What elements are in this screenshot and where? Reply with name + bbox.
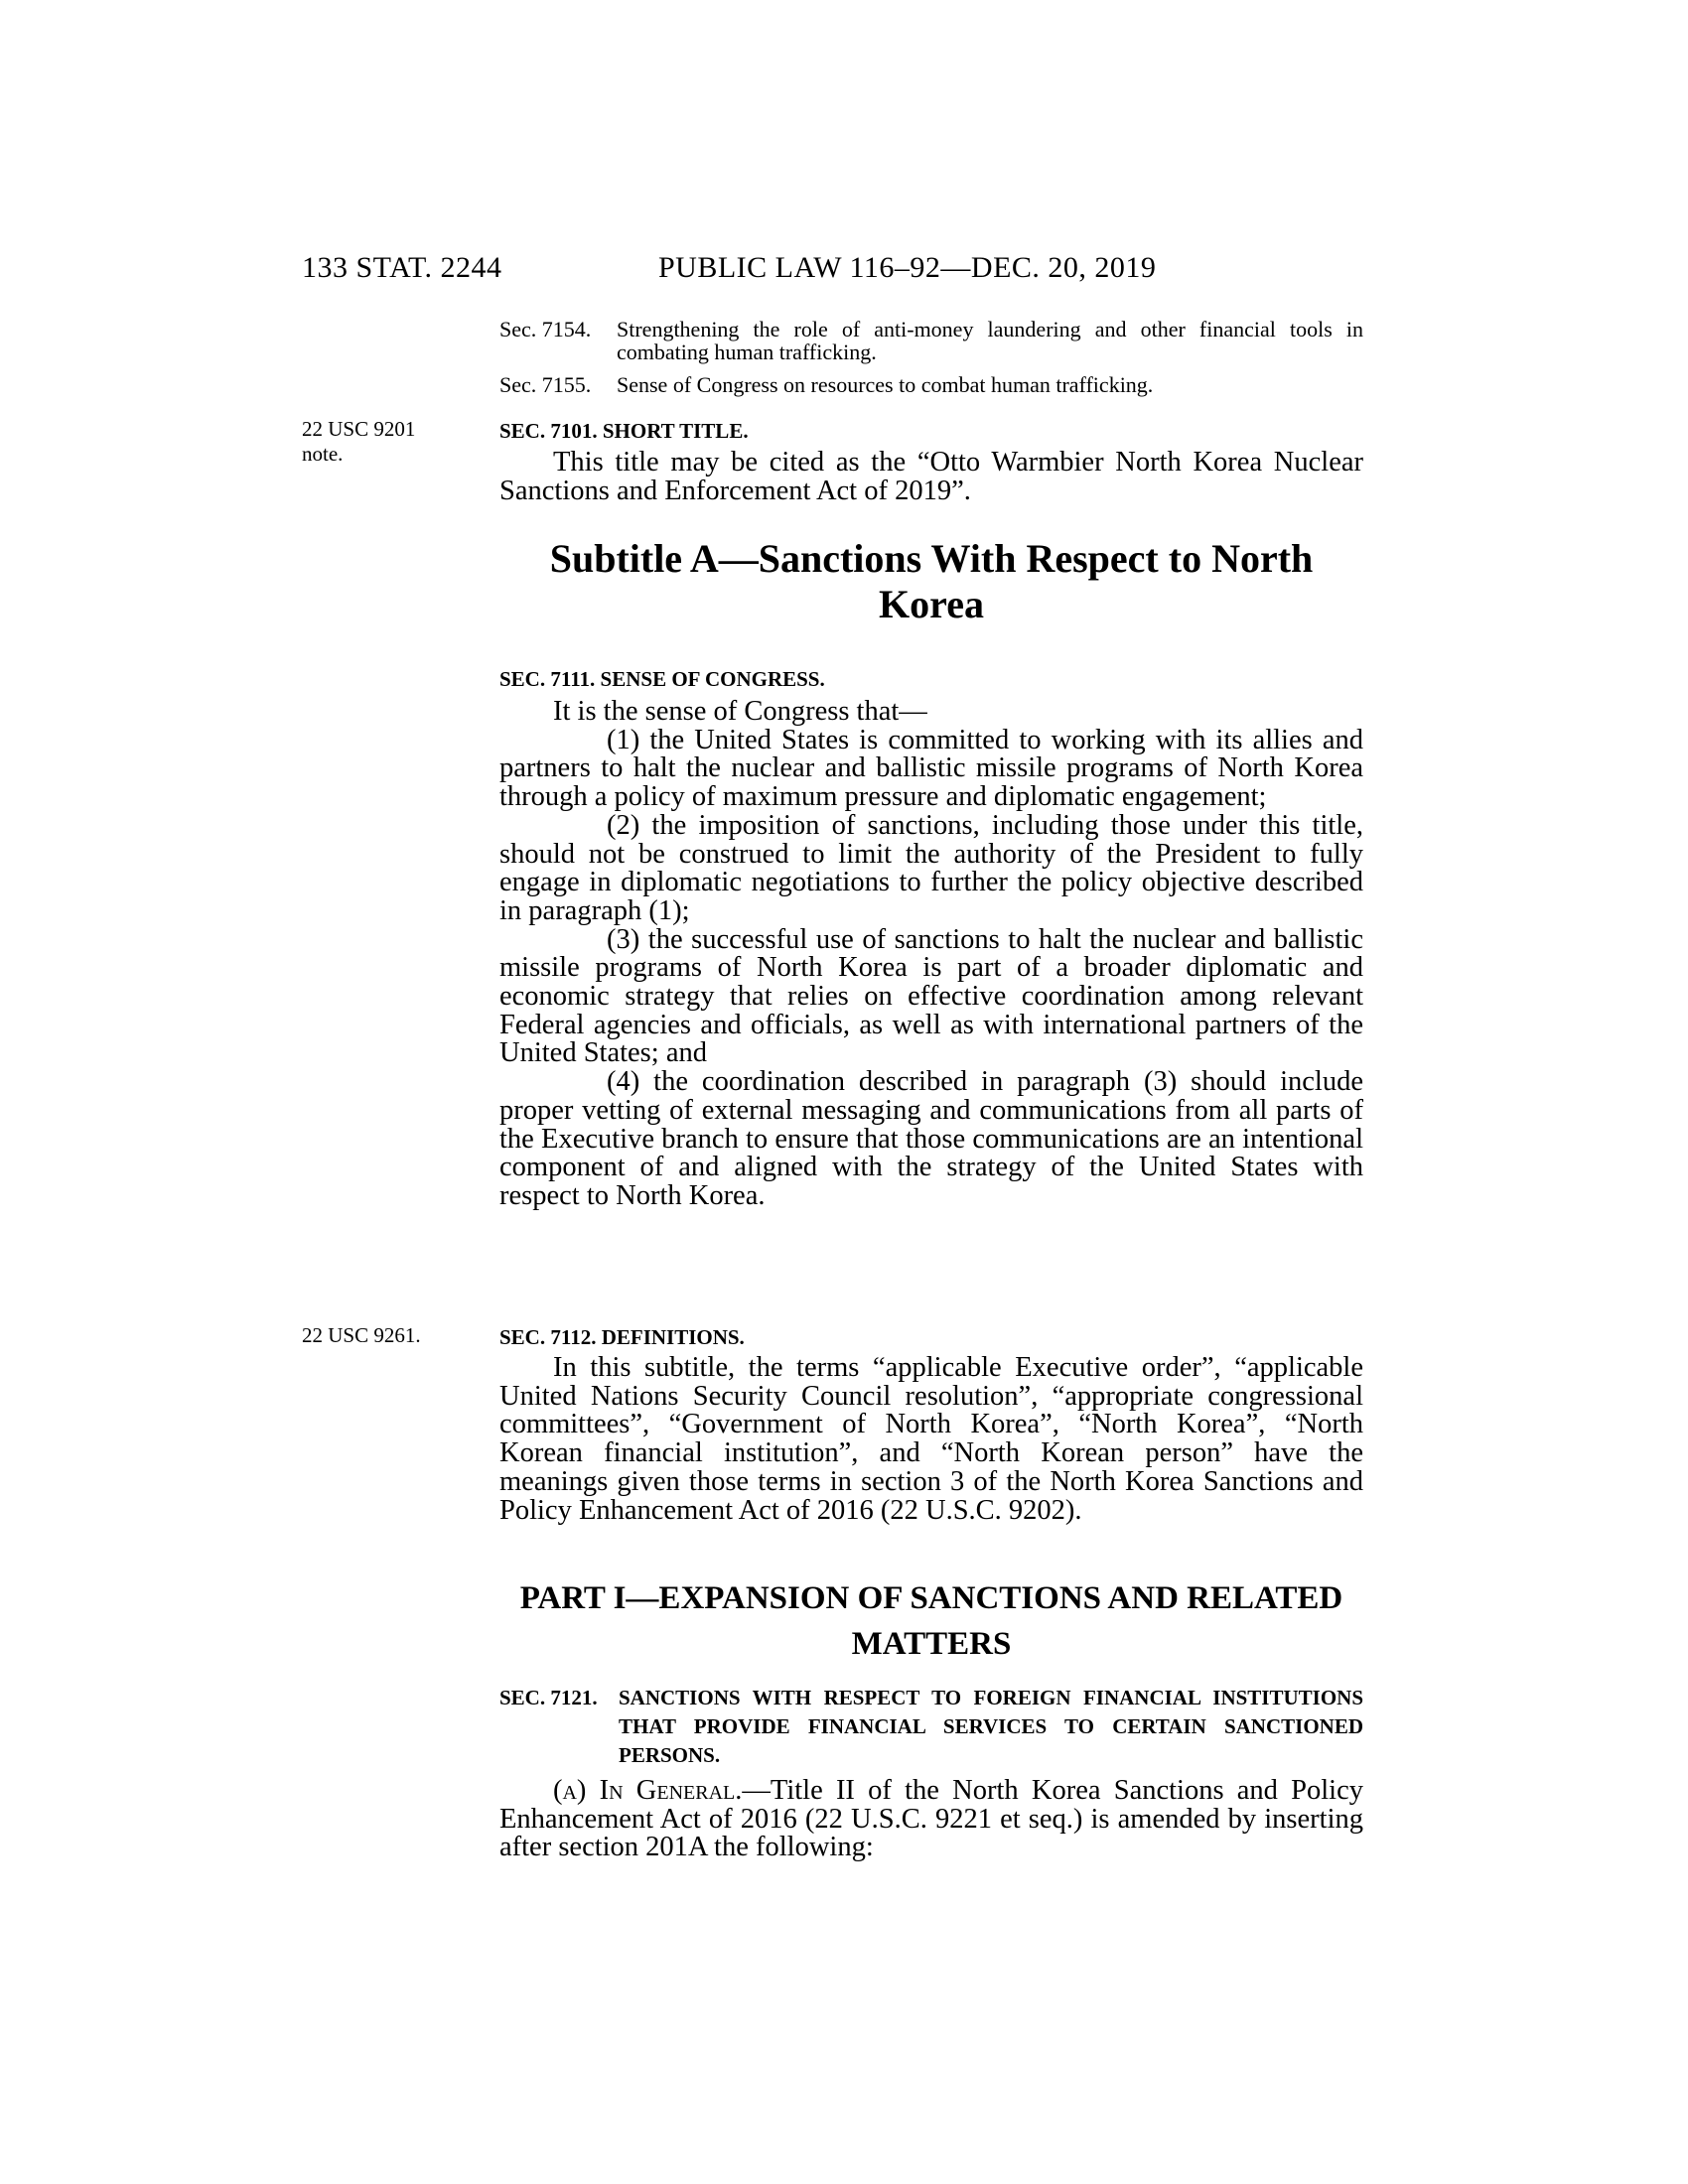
toc-item bbox=[499, 373, 1363, 396]
section-title: SANCTIONS WITH RESPECT TO FOREIGN FINANCIAL INSTITUTIONS THAT PROVIDE FINANCIAL SERVICES TO CERTAIN SANCTIONED PERSONS. bbox=[619, 1686, 1363, 1767]
section-heading: SEC. 7112. DEFINITIONS. bbox=[499, 1325, 745, 1349]
section-body bbox=[499, 1777, 1363, 1862]
section-heading: SEC. 7101. SHORT TITLE. bbox=[499, 419, 749, 443]
section-body bbox=[499, 449, 1363, 505]
toc-item bbox=[499, 318, 1363, 363]
margin-note-usc: 22 USC 9261. bbox=[302, 1323, 421, 1347]
margin-note-usc: 22 USC 9201 note. bbox=[302, 417, 416, 466]
toc-item-number: Sec. 7155. bbox=[499, 372, 592, 397]
section-body bbox=[499, 698, 1363, 1211]
section-number: SEC. 7121. bbox=[499, 1686, 598, 1709]
section-body bbox=[499, 1354, 1363, 1525]
section-heading bbox=[499, 1684, 1363, 1770]
paragraph: This title may be cited as the “Otto Warmbier North Korea Nuclear Sanctions and Enforcement Act of 2019”. bbox=[499, 447, 1363, 506]
subsection-text: —Title II of the North Korea Sanctions and Policy Enhancement Act of 2016 (22 U.S.C. 9221 et seq.) is amended by inserting after section 201A the following: bbox=[499, 1775, 1363, 1863]
paragraph: (4) the coordination described in paragraph (3) should include proper vetting of external messaging and communications from all parts of the Executive branch to ensure that those communications are an intentional component of and aligned with the strategy of the United States with respect to North Korea. bbox=[499, 1066, 1363, 1211]
paragraph bbox=[499, 1777, 1363, 1862]
running-header-title: PUBLIC LAW 116–92—DEC. 20, 2019 bbox=[658, 251, 1157, 284]
part-heading: PART I—EXPANSION OF SANCTIONS AND RELATED MATTERS bbox=[519, 1580, 1343, 1662]
paragraph: (3) the successful use of sanctions to halt the nuclear and ballistic missile programs of North Korea is part of a broader diplomatic and economic strategy that relies on effective coordination among relevant Federal agencies and officials, as well as with international partners of the United States; and bbox=[499, 923, 1363, 1069]
paragraph: (1) the United States is committed to working with its allies and partners to halt the nuclear and ballistic missile programs of North Korea through a policy of maximum pressure and diplomatic engagement; bbox=[499, 724, 1363, 813]
stat-page-number: 133 STAT. 2244 bbox=[302, 251, 502, 284]
section-heading: SEC. 7111. SENSE OF CONGRESS. bbox=[499, 667, 825, 691]
subsection-heading: (a) In General. bbox=[553, 1775, 743, 1806]
subtitle-heading: Subtitle A—Sanctions With Respect to North Korea bbox=[549, 536, 1314, 626]
toc-list bbox=[499, 318, 1363, 396]
toc-item-text: Strengthening the role of anti-money laundering and other financial tools in combating human trafficking. bbox=[617, 317, 1363, 364]
paragraph: (2) the imposition of sanctions, including those under this title, should not be construed to limit the authority of the President to fully engage in diplomatic negotiations to further the policy objective described in paragraph (1); bbox=[499, 809, 1363, 926]
toc-item-number: Sec. 7154. bbox=[499, 317, 592, 341]
toc-item-text: Sense of Congress on resources to combat human trafficking. bbox=[617, 372, 1154, 397]
paragraph: It is the sense of Congress that— bbox=[553, 696, 927, 727]
paragraph: In this subtitle, the terms “applicable Executive order”, “applicable United Nations Security Council resolution”, “appropriate congressional committees”, “Government of North Korea”, “North Korea”, “North Korean financial institution”, and “North Korean person” have the meanings given those terms in section 3 of the North Korea Sanctions and Policy Enhancement Act of 2016 (22 U.S.C. 9202). bbox=[499, 1352, 1363, 1526]
